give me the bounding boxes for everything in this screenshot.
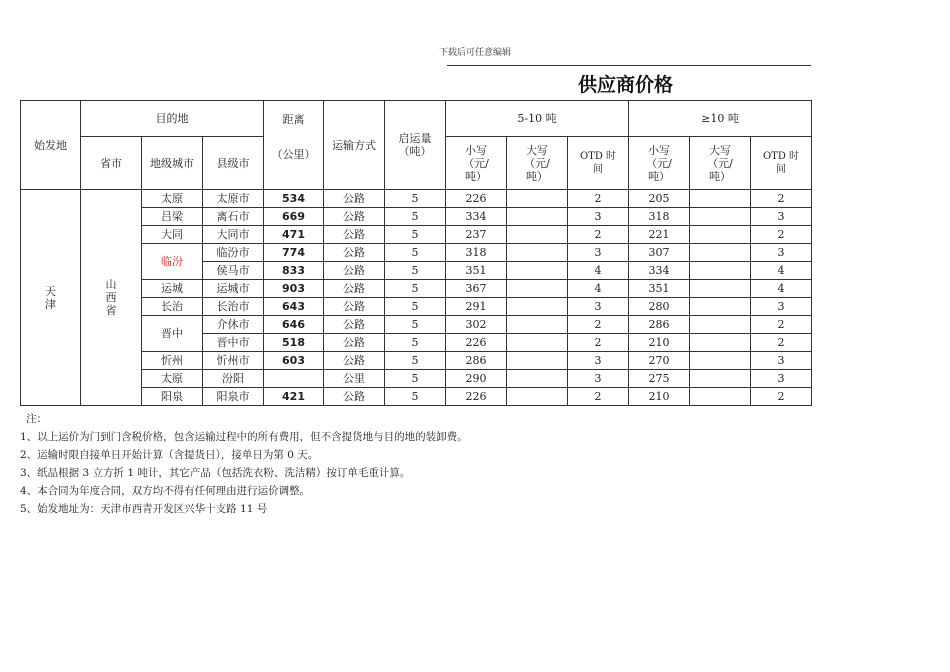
upper-price-cell: [507, 190, 568, 208]
prefecture-cell: 忻州: [142, 352, 203, 370]
lower-price-cell: 205: [629, 190, 690, 208]
lower-price-cell: 290: [446, 370, 507, 388]
upper-price-cell: [690, 226, 751, 244]
upper-price-cell: [690, 262, 751, 280]
min-volume-cell: 5: [385, 280, 446, 298]
distance-cell: 774: [264, 244, 324, 262]
upper-price-cell: [507, 208, 568, 226]
distance-cell: 603: [264, 352, 324, 370]
header-distance: [264, 101, 324, 190]
header-prefecture-city: 地级城市: [142, 137, 203, 190]
upper-price-cell: [690, 352, 751, 370]
notes-lead: 注：: [26, 413, 47, 425]
distance-cell: 534: [264, 190, 324, 208]
header-min-volume-label: 启运量: [398, 132, 432, 145]
otd-cell: 3: [751, 208, 812, 226]
origin-label: 天津: [45, 284, 56, 311]
lower-price-cell: 318: [446, 244, 507, 262]
header-upper-price-1: [507, 137, 568, 190]
upper-price-cell: [690, 334, 751, 352]
otd-cell: 4: [568, 280, 629, 298]
distance-cell: 518: [264, 334, 324, 352]
lower-price-label-2: 小写（元/吨）: [646, 143, 672, 183]
lower-price-cell: 275: [629, 370, 690, 388]
distance-cell: 669: [264, 208, 324, 226]
upper-price-label-2: 大写（元/吨）: [707, 143, 733, 183]
lower-price-cell: 334: [629, 262, 690, 280]
county-cell: 忻州市: [203, 352, 264, 370]
lower-price-cell: 286: [446, 352, 507, 370]
otd-cell: 4: [751, 262, 812, 280]
transport-cell: 公路: [324, 352, 385, 370]
min-volume-cell: 5: [385, 388, 446, 406]
note-item: 2、运输时限自接单日开始计算（含提货日），接单日为第 0 天。: [20, 449, 319, 461]
upper-price-cell: [507, 370, 568, 388]
upper-price-cell: [690, 370, 751, 388]
transport-cell: 公路: [324, 280, 385, 298]
upper-price-cell: [690, 316, 751, 334]
distance-cell: 643: [264, 298, 324, 316]
min-volume-cell: 5: [385, 262, 446, 280]
header-county-city: 县级市: [203, 137, 264, 190]
otd-cell: 2: [568, 316, 629, 334]
county-cell: 阳泉市: [203, 388, 264, 406]
province-cell: [81, 190, 142, 406]
lower-price-cell: 367: [446, 280, 507, 298]
header-upper-price-2: [690, 137, 751, 190]
upper-price-cell: [690, 208, 751, 226]
otd-cell: 3: [568, 298, 629, 316]
transport-cell: 公路: [324, 262, 385, 280]
header-distance-label: 距离: [282, 113, 305, 126]
header-distance-unit: （公里）: [271, 148, 316, 161]
county-cell: 大同市: [203, 226, 264, 244]
prefecture-cell: 太原: [142, 190, 203, 208]
otd-label-1: OTD 时间: [579, 151, 617, 175]
lower-price-cell: 302: [446, 316, 507, 334]
upper-price-cell: [507, 352, 568, 370]
transport-cell: 公路: [324, 244, 385, 262]
lower-price-cell: 307: [629, 244, 690, 262]
lower-price-cell: 351: [446, 262, 507, 280]
otd-cell: 3: [751, 370, 812, 388]
upper-price-cell: [690, 388, 751, 406]
header-band-5-10: 5-10 吨: [446, 101, 629, 137]
lower-price-cell: 351: [629, 280, 690, 298]
lower-price-cell: 226: [446, 334, 507, 352]
lower-price-cell: 291: [446, 298, 507, 316]
upper-price-cell: [507, 244, 568, 262]
transport-cell: 公里: [324, 370, 385, 388]
lower-price-cell: 210: [629, 334, 690, 352]
prefecture-cell: 大同: [142, 226, 203, 244]
upper-price-cell: [507, 262, 568, 280]
lower-price-cell: 270: [629, 352, 690, 370]
header-otd-2: [751, 137, 812, 190]
upper-price-label-1: 大写（元/吨）: [524, 143, 550, 183]
otd-cell: 2: [568, 190, 629, 208]
upper-price-cell: [690, 244, 751, 262]
lower-price-cell: 318: [629, 208, 690, 226]
min-volume-cell: 5: [385, 370, 446, 388]
otd-cell: 2: [751, 226, 812, 244]
transport-cell: 公路: [324, 334, 385, 352]
header-min-volume-unit: （吨）: [398, 145, 432, 158]
lower-price-cell: 210: [629, 388, 690, 406]
min-volume-cell: 5: [385, 334, 446, 352]
distance-cell: 421: [264, 388, 324, 406]
lower-price-cell: 286: [629, 316, 690, 334]
county-cell: 临汾市: [203, 244, 264, 262]
notes: [20, 410, 920, 518]
distance-cell: 471: [264, 226, 324, 244]
otd-cell: 3: [568, 370, 629, 388]
min-volume-cell: 5: [385, 244, 446, 262]
min-volume-cell: 5: [385, 316, 446, 334]
header-note: 下载后可任意编辑: [438, 48, 511, 58]
otd-cell: 2: [568, 226, 629, 244]
header-province: 省市: [81, 137, 142, 190]
distance-cell: [264, 370, 324, 388]
otd-cell: 3: [751, 298, 812, 316]
min-volume-cell: 5: [385, 208, 446, 226]
header-min-volume: [385, 101, 446, 190]
otd-cell: 4: [751, 280, 812, 298]
min-volume-cell: 5: [385, 190, 446, 208]
note-item: 1、以上运价为门到门含税价格，包含运输过程中的所有费用，但不含提货地与目的地的装卸费。: [20, 431, 468, 443]
distance-cell: 833: [264, 262, 324, 280]
otd-cell: 3: [751, 352, 812, 370]
county-cell: 运城市: [203, 280, 264, 298]
upper-price-cell: [690, 298, 751, 316]
prefecture-cell: 运城: [142, 280, 203, 298]
upper-price-cell: [507, 334, 568, 352]
otd-cell: 2: [751, 334, 812, 352]
county-cell: 长治市: [203, 298, 264, 316]
lower-price-cell: 237: [446, 226, 507, 244]
lower-price-cell: 226: [446, 388, 507, 406]
county-cell: 侯马市: [203, 262, 264, 280]
note-item: 4、本合同为年度合同，双方均不得有任何理由进行运价调整。: [20, 485, 311, 497]
distance-cell: 646: [264, 316, 324, 334]
lower-price-cell: 334: [446, 208, 507, 226]
prefecture-cell: 吕梁: [142, 208, 203, 226]
otd-cell: 3: [568, 352, 629, 370]
upper-price-cell: [690, 190, 751, 208]
note-item: 5、始发地址为：天津市西青开发区兴华十支路 11 号: [20, 503, 268, 515]
title-rule: [447, 65, 811, 66]
county-cell: 汾阳: [203, 370, 264, 388]
lower-price-cell: 280: [629, 298, 690, 316]
min-volume-cell: 5: [385, 352, 446, 370]
county-cell: 介休市: [203, 316, 264, 334]
otd-cell: 2: [751, 316, 812, 334]
table-row: [21, 190, 812, 208]
page-title: 供应商价格: [578, 74, 674, 96]
county-cell: 离石市: [203, 208, 264, 226]
header-destination: 目的地: [81, 101, 264, 137]
transport-cell: 公路: [324, 208, 385, 226]
header-lower-price-1: [446, 137, 507, 190]
transport-cell: 公路: [324, 298, 385, 316]
min-volume-cell: 5: [385, 298, 446, 316]
transport-cell: 公路: [324, 388, 385, 406]
otd-cell: 3: [568, 208, 629, 226]
lower-price-cell: 221: [629, 226, 690, 244]
prefecture-cell: 晋中: [142, 316, 203, 352]
prefecture-cell: 阳泉: [142, 388, 203, 406]
price-table: [20, 100, 812, 406]
upper-price-cell: [690, 280, 751, 298]
upper-price-cell: [507, 298, 568, 316]
province-label: 山西省: [105, 278, 117, 317]
otd-cell: 2: [568, 334, 629, 352]
lower-price-label-1: 小写（元/吨）: [463, 143, 489, 183]
transport-cell: 公路: [324, 316, 385, 334]
otd-cell: 3: [751, 244, 812, 262]
header-band-10plus: ≥10 吨: [629, 101, 812, 137]
distance-cell: 903: [264, 280, 324, 298]
prefecture-cell: 临汾: [142, 244, 203, 280]
prefecture-cell: 太原: [142, 370, 203, 388]
note-item: 3、纸品根据 3 立方折 1 吨计，其它产品（包括洗衣粉、洗洁精）按订单毛重计算。: [20, 467, 411, 479]
transport-cell: 公路: [324, 226, 385, 244]
lower-price-cell: 226: [446, 190, 507, 208]
header-lower-price-2: [629, 137, 690, 190]
otd-cell: 4: [568, 262, 629, 280]
upper-price-cell: [507, 280, 568, 298]
min-volume-cell: 5: [385, 226, 446, 244]
prefecture-cell: 长治: [142, 298, 203, 316]
county-cell: 晋中市: [203, 334, 264, 352]
upper-price-cell: [507, 226, 568, 244]
origin-cell: [21, 190, 81, 406]
upper-price-cell: [507, 316, 568, 334]
otd-cell: 2: [568, 388, 629, 406]
otd-cell: 3: [568, 244, 629, 262]
otd-cell: 2: [751, 190, 812, 208]
header-row-1: [21, 101, 812, 137]
otd-cell: 2: [751, 388, 812, 406]
upper-price-cell: [507, 388, 568, 406]
header-origin: 始发地: [21, 101, 81, 190]
transport-cell: 公路: [324, 190, 385, 208]
header-otd-1: [568, 137, 629, 190]
header-transport: 运输方式: [324, 101, 385, 190]
otd-label-2: OTD 时间: [762, 151, 800, 175]
county-cell: 太原市: [203, 190, 264, 208]
